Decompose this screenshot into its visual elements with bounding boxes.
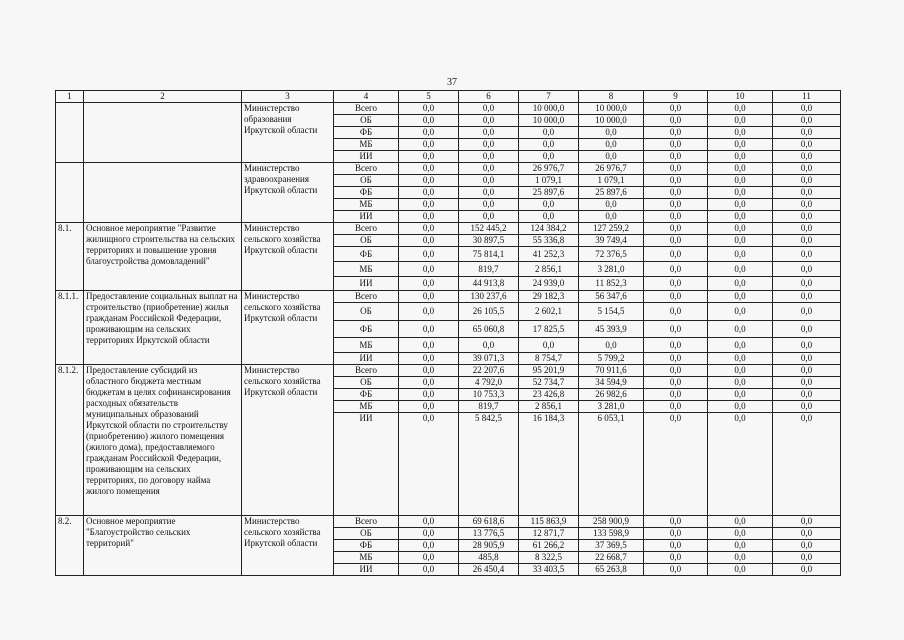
funding-source: МБ: [334, 139, 399, 151]
row-code: [56, 163, 84, 223]
row-name: [84, 163, 242, 223]
value-cell: 0,0: [708, 413, 773, 516]
value-cell: 41 252,3: [519, 247, 579, 262]
value-cell: 0,0: [708, 199, 773, 211]
value-cell: 0,0: [579, 139, 644, 151]
value-cell: 0,0: [459, 175, 519, 187]
value-cell: 65 263,8: [579, 564, 644, 576]
value-cell: 5 799,2: [579, 353, 644, 365]
value-cell: 485,8: [459, 552, 519, 564]
value-cell: 0,0: [773, 377, 841, 389]
value-cell: 0,0: [519, 139, 579, 151]
value-cell: 17 825,5: [519, 321, 579, 338]
funding-source: ИИ: [334, 353, 399, 365]
funding-source: ИИ: [334, 211, 399, 223]
value-cell: 0,0: [708, 151, 773, 163]
value-cell: 4 792,0: [459, 377, 519, 389]
value-cell: 3 281,0: [579, 401, 644, 413]
value-cell: 0,0: [773, 353, 841, 365]
value-cell: 0,0: [519, 338, 579, 353]
value-cell: 0,0: [579, 338, 644, 353]
value-cell: 0,0: [773, 389, 841, 401]
value-cell: 12 871,7: [519, 528, 579, 540]
value-cell: 0,0: [773, 303, 841, 321]
funding-source: ОБ: [334, 528, 399, 540]
value-cell: 0,0: [399, 235, 459, 247]
value-cell: 0,0: [708, 321, 773, 338]
value-cell: 0,0: [399, 127, 459, 139]
value-cell: 0,0: [644, 115, 708, 127]
funding-source: ИИ: [334, 151, 399, 163]
value-cell: 0,0: [399, 199, 459, 211]
value-cell: 65 060,8: [459, 321, 519, 338]
value-cell: 0,0: [399, 516, 459, 528]
row-name: Основное мероприятие "Благоустройство сельских территорий": [84, 516, 242, 576]
value-cell: 0,0: [708, 175, 773, 187]
header-cell: 11: [773, 91, 841, 103]
value-cell: 30 897,5: [459, 235, 519, 247]
value-cell: 0,0: [519, 127, 579, 139]
row-code: [56, 103, 84, 163]
value-cell: 133 598,9: [579, 528, 644, 540]
value-cell: 0,0: [708, 353, 773, 365]
value-cell: 0,0: [644, 353, 708, 365]
value-cell: 0,0: [773, 247, 841, 262]
value-cell: 0,0: [773, 516, 841, 528]
value-cell: 28 905,9: [459, 540, 519, 552]
value-cell: 0,0: [644, 199, 708, 211]
value-cell: 75 814,1: [459, 247, 519, 262]
value-cell: 0,0: [519, 199, 579, 211]
funding-source: МБ: [334, 401, 399, 413]
value-cell: 0,0: [459, 187, 519, 199]
value-cell: 10 000,0: [519, 115, 579, 127]
value-cell: 24 939,0: [519, 277, 579, 291]
funding-source: МБ: [334, 552, 399, 564]
value-cell: 0,0: [399, 528, 459, 540]
value-cell: 0,0: [459, 338, 519, 353]
value-cell: 0,0: [399, 338, 459, 353]
value-cell: 2 602,1: [519, 303, 579, 321]
row-org: Министерство здравоохранения Иркутской области: [242, 163, 334, 223]
value-cell: 0,0: [708, 103, 773, 115]
value-cell: 0,0: [708, 127, 773, 139]
value-cell: 26 976,7: [579, 163, 644, 175]
value-cell: 0,0: [708, 528, 773, 540]
value-cell: 0,0: [708, 187, 773, 199]
value-cell: 0,0: [644, 528, 708, 540]
header-cell: 7: [519, 91, 579, 103]
value-cell: 0,0: [708, 277, 773, 291]
value-cell: 0,0: [708, 377, 773, 389]
value-cell: 3 281,0: [579, 262, 644, 277]
value-cell: 0,0: [773, 413, 841, 516]
value-cell: 0,0: [773, 552, 841, 564]
value-cell: 0,0: [399, 401, 459, 413]
value-cell: 0,0: [399, 377, 459, 389]
value-cell: 0,0: [773, 401, 841, 413]
funding-source: Всего: [334, 103, 399, 115]
value-cell: 0,0: [644, 151, 708, 163]
value-cell: 44 913,8: [459, 277, 519, 291]
value-cell: 16 184,3: [519, 413, 579, 516]
value-cell: 0,0: [399, 365, 459, 377]
value-cell: 23 426,8: [519, 389, 579, 401]
value-cell: 819,7: [459, 401, 519, 413]
value-cell: 8 754,7: [519, 353, 579, 365]
value-cell: 127 259,2: [579, 223, 644, 235]
value-cell: 0,0: [644, 247, 708, 262]
funding-source: Всего: [334, 516, 399, 528]
header-cell: 8: [579, 91, 644, 103]
value-cell: 0,0: [644, 175, 708, 187]
value-cell: 22 207,6: [459, 365, 519, 377]
funding-source: ИИ: [334, 564, 399, 576]
value-cell: 0,0: [644, 163, 708, 175]
value-cell: 0,0: [708, 401, 773, 413]
value-cell: 0,0: [644, 389, 708, 401]
value-cell: 0,0: [459, 115, 519, 127]
value-cell: 0,0: [644, 377, 708, 389]
row-org: Министерство сельского хозяйства Иркутской области: [242, 516, 334, 576]
funding-source: ФБ: [334, 540, 399, 552]
value-cell: 0,0: [399, 552, 459, 564]
value-cell: 0,0: [399, 353, 459, 365]
page-number: 37: [447, 77, 457, 88]
value-cell: 0,0: [773, 338, 841, 353]
value-cell: 0,0: [644, 187, 708, 199]
table-row: [56, 103, 841, 115]
value-cell: 0,0: [708, 211, 773, 223]
value-cell: 0,0: [644, 552, 708, 564]
value-cell: 0,0: [708, 163, 773, 175]
value-cell: 0,0: [459, 199, 519, 211]
value-cell: 0,0: [773, 540, 841, 552]
value-cell: 0,0: [773, 223, 841, 235]
value-cell: 819,7: [459, 262, 519, 277]
row-org: Министерство сельского хозяйства Иркутской области: [242, 223, 334, 291]
value-cell: 0,0: [773, 321, 841, 338]
table-body: [56, 91, 841, 576]
funding-source: Всего: [334, 223, 399, 235]
funding-source: МБ: [334, 338, 399, 353]
funding-source: Всего: [334, 291, 399, 303]
value-cell: 2 856,1: [519, 401, 579, 413]
value-cell: 0,0: [773, 365, 841, 377]
value-cell: 0,0: [773, 277, 841, 291]
value-cell: 10 000,0: [579, 115, 644, 127]
value-cell: 39 071,3: [459, 353, 519, 365]
value-cell: 0,0: [459, 103, 519, 115]
row-org: Министерство сельского хозяйства Иркутской области: [242, 291, 334, 365]
funding-source: МБ: [334, 199, 399, 211]
value-cell: 0,0: [773, 103, 841, 115]
row-name: Предоставление социальных выплат на строительство (приобретение) жилья гражданам Российской Федерации, проживающим на сельских территориях Иркутской области: [84, 291, 242, 365]
funding-source: ФБ: [334, 127, 399, 139]
value-cell: 37 369,5: [579, 540, 644, 552]
value-cell: 55 336,8: [519, 235, 579, 247]
value-cell: 152 445,2: [459, 223, 519, 235]
value-cell: 72 376,5: [579, 247, 644, 262]
header-cell: 2: [84, 91, 242, 103]
table-row: [56, 516, 841, 528]
value-cell: 52 734,7: [519, 377, 579, 389]
row-name: [84, 103, 242, 163]
funding-source: Всего: [334, 163, 399, 175]
value-cell: 0,0: [399, 291, 459, 303]
value-cell: 34 594,9: [579, 377, 644, 389]
value-cell: 0,0: [459, 163, 519, 175]
value-cell: 6 053,1: [579, 413, 644, 516]
value-cell: 0,0: [773, 115, 841, 127]
value-cell: 0,0: [399, 413, 459, 516]
funding-source: ОБ: [334, 175, 399, 187]
value-cell: 95 201,9: [519, 365, 579, 377]
value-cell: 258 900,9: [579, 516, 644, 528]
value-cell: 0,0: [708, 223, 773, 235]
value-cell: 0,0: [459, 151, 519, 163]
funding-source: ОБ: [334, 235, 399, 247]
header-cell: 3: [242, 91, 334, 103]
value-cell: 0,0: [399, 175, 459, 187]
funding-source: ИИ: [334, 413, 399, 516]
value-cell: 10 000,0: [519, 103, 579, 115]
value-cell: 0,0: [399, 163, 459, 175]
value-cell: 0,0: [773, 211, 841, 223]
value-cell: 0,0: [773, 235, 841, 247]
value-cell: 61 266,2: [519, 540, 579, 552]
value-cell: 0,0: [399, 139, 459, 151]
value-cell: 25 897,6: [519, 187, 579, 199]
value-cell: 26 982,6: [579, 389, 644, 401]
value-cell: 0,0: [708, 338, 773, 353]
header-cell: 1: [56, 91, 84, 103]
header-cell: 9: [644, 91, 708, 103]
value-cell: 0,0: [644, 321, 708, 338]
value-cell: 8 322,5: [519, 552, 579, 564]
value-cell: 0,0: [644, 103, 708, 115]
value-cell: 0,0: [773, 291, 841, 303]
value-cell: 0,0: [399, 247, 459, 262]
value-cell: 0,0: [644, 223, 708, 235]
value-cell: 130 237,6: [459, 291, 519, 303]
table-row: [56, 365, 841, 377]
value-cell: 45 393,9: [579, 321, 644, 338]
value-cell: 0,0: [399, 187, 459, 199]
value-cell: 115 863,9: [519, 516, 579, 528]
row-code: 8.2.: [56, 516, 84, 576]
value-cell: 0,0: [399, 262, 459, 277]
value-cell: 0,0: [399, 303, 459, 321]
funding-source: ФБ: [334, 187, 399, 199]
value-cell: 0,0: [399, 564, 459, 576]
value-cell: 0,0: [773, 528, 841, 540]
value-cell: 0,0: [399, 540, 459, 552]
row-org: Министерство сельского хозяйства Иркутской области: [242, 365, 334, 516]
value-cell: 0,0: [708, 564, 773, 576]
row-name: Основное мероприятие "Развитие жилищного строительства на сельских территориях и повышение уровня благоустройства домовладений": [84, 223, 242, 291]
value-cell: 0,0: [644, 516, 708, 528]
value-cell: 0,0: [773, 139, 841, 151]
value-cell: 0,0: [708, 247, 773, 262]
value-cell: 25 897,6: [579, 187, 644, 199]
value-cell: 69 618,6: [459, 516, 519, 528]
value-cell: 0,0: [773, 564, 841, 576]
value-cell: 0,0: [708, 552, 773, 564]
value-cell: 0,0: [459, 211, 519, 223]
table-row: [56, 163, 841, 175]
value-cell: 0,0: [644, 303, 708, 321]
value-cell: 0,0: [399, 277, 459, 291]
funding-source: ОБ: [334, 377, 399, 389]
header-cell: 5: [399, 91, 459, 103]
value-cell: 0,0: [708, 262, 773, 277]
funding-source: ФБ: [334, 247, 399, 262]
value-cell: 0,0: [579, 211, 644, 223]
header-cell: 4: [334, 91, 399, 103]
table-row: [56, 223, 841, 235]
value-cell: 0,0: [773, 151, 841, 163]
value-cell: 0,0: [459, 139, 519, 151]
value-cell: 26 105,5: [459, 303, 519, 321]
value-cell: 5 154,5: [579, 303, 644, 321]
value-cell: 0,0: [399, 223, 459, 235]
row-code: 8.1.: [56, 223, 84, 291]
value-cell: 0,0: [708, 235, 773, 247]
funding-source: ИИ: [334, 277, 399, 291]
budget-table: [55, 90, 841, 576]
value-cell: 0,0: [644, 564, 708, 576]
value-cell: 0,0: [773, 175, 841, 187]
value-cell: 0,0: [708, 115, 773, 127]
funding-source: МБ: [334, 262, 399, 277]
value-cell: 0,0: [708, 365, 773, 377]
funding-source: ФБ: [334, 321, 399, 338]
header-cell: 6: [459, 91, 519, 103]
value-cell: 0,0: [708, 291, 773, 303]
funding-source: ОБ: [334, 303, 399, 321]
table-row: [56, 291, 841, 303]
value-cell: 10 000,0: [579, 103, 644, 115]
value-cell: 0,0: [519, 211, 579, 223]
row-code: 8.1.1.: [56, 291, 84, 365]
value-cell: 10 753,3: [459, 389, 519, 401]
value-cell: 2 856,1: [519, 262, 579, 277]
value-cell: 0,0: [644, 211, 708, 223]
header-row: [56, 91, 841, 103]
row-name: Предоставление субсидий из областного бюджета местным бюджетам в целях софинансирования расходных обязательств муниципальных образований Иркутской области по строительству (приобретению) жилого помещения (жилого дома), предоставляемого гражданам Российской Федерации, проживающим на сельских территориях, по договору найма жилого помещения: [84, 365, 242, 516]
value-cell: 0,0: [644, 127, 708, 139]
value-cell: 29 182,3: [519, 291, 579, 303]
value-cell: 39 749,4: [579, 235, 644, 247]
value-cell: 0,0: [773, 199, 841, 211]
value-cell: 22 668,7: [579, 552, 644, 564]
value-cell: 0,0: [644, 338, 708, 353]
value-cell: 33 403,5: [519, 564, 579, 576]
value-cell: 13 776,5: [459, 528, 519, 540]
row-org: Министерство образования Иркутской области: [242, 103, 334, 163]
value-cell: 0,0: [399, 103, 459, 115]
funding-source: Всего: [334, 365, 399, 377]
value-cell: 0,0: [644, 365, 708, 377]
value-cell: 0,0: [708, 139, 773, 151]
value-cell: 0,0: [399, 151, 459, 163]
header-cell: 10: [708, 91, 773, 103]
value-cell: 0,0: [399, 211, 459, 223]
value-cell: 5 842,5: [459, 413, 519, 516]
value-cell: 0,0: [773, 262, 841, 277]
value-cell: 1 079,1: [519, 175, 579, 187]
value-cell: 0,0: [644, 235, 708, 247]
value-cell: 26 976,7: [519, 163, 579, 175]
value-cell: 0,0: [773, 187, 841, 199]
value-cell: 0,0: [644, 139, 708, 151]
value-cell: 0,0: [399, 389, 459, 401]
row-code: 8.1.2.: [56, 365, 84, 516]
value-cell: 0,0: [644, 540, 708, 552]
value-cell: 70 911,6: [579, 365, 644, 377]
value-cell: 0,0: [773, 163, 841, 175]
value-cell: 0,0: [708, 389, 773, 401]
value-cell: 0,0: [644, 401, 708, 413]
value-cell: 0,0: [399, 321, 459, 338]
value-cell: 0,0: [399, 115, 459, 127]
value-cell: 26 450,4: [459, 564, 519, 576]
funding-source: ОБ: [334, 115, 399, 127]
value-cell: 0,0: [644, 413, 708, 516]
value-cell: 0,0: [644, 291, 708, 303]
value-cell: 0,0: [708, 303, 773, 321]
value-cell: 56 347,6: [579, 291, 644, 303]
value-cell: 124 384,2: [519, 223, 579, 235]
value-cell: 0,0: [708, 516, 773, 528]
value-cell: 0,0: [773, 127, 841, 139]
funding-source: ФБ: [334, 389, 399, 401]
value-cell: 0,0: [579, 151, 644, 163]
value-cell: 0,0: [579, 127, 644, 139]
value-cell: 0,0: [519, 151, 579, 163]
value-cell: 0,0: [708, 540, 773, 552]
value-cell: 0,0: [459, 127, 519, 139]
value-cell: 0,0: [644, 262, 708, 277]
value-cell: 1 079,1: [579, 175, 644, 187]
value-cell: 11 852,3: [579, 277, 644, 291]
value-cell: 0,0: [644, 277, 708, 291]
value-cell: 0,0: [579, 199, 644, 211]
